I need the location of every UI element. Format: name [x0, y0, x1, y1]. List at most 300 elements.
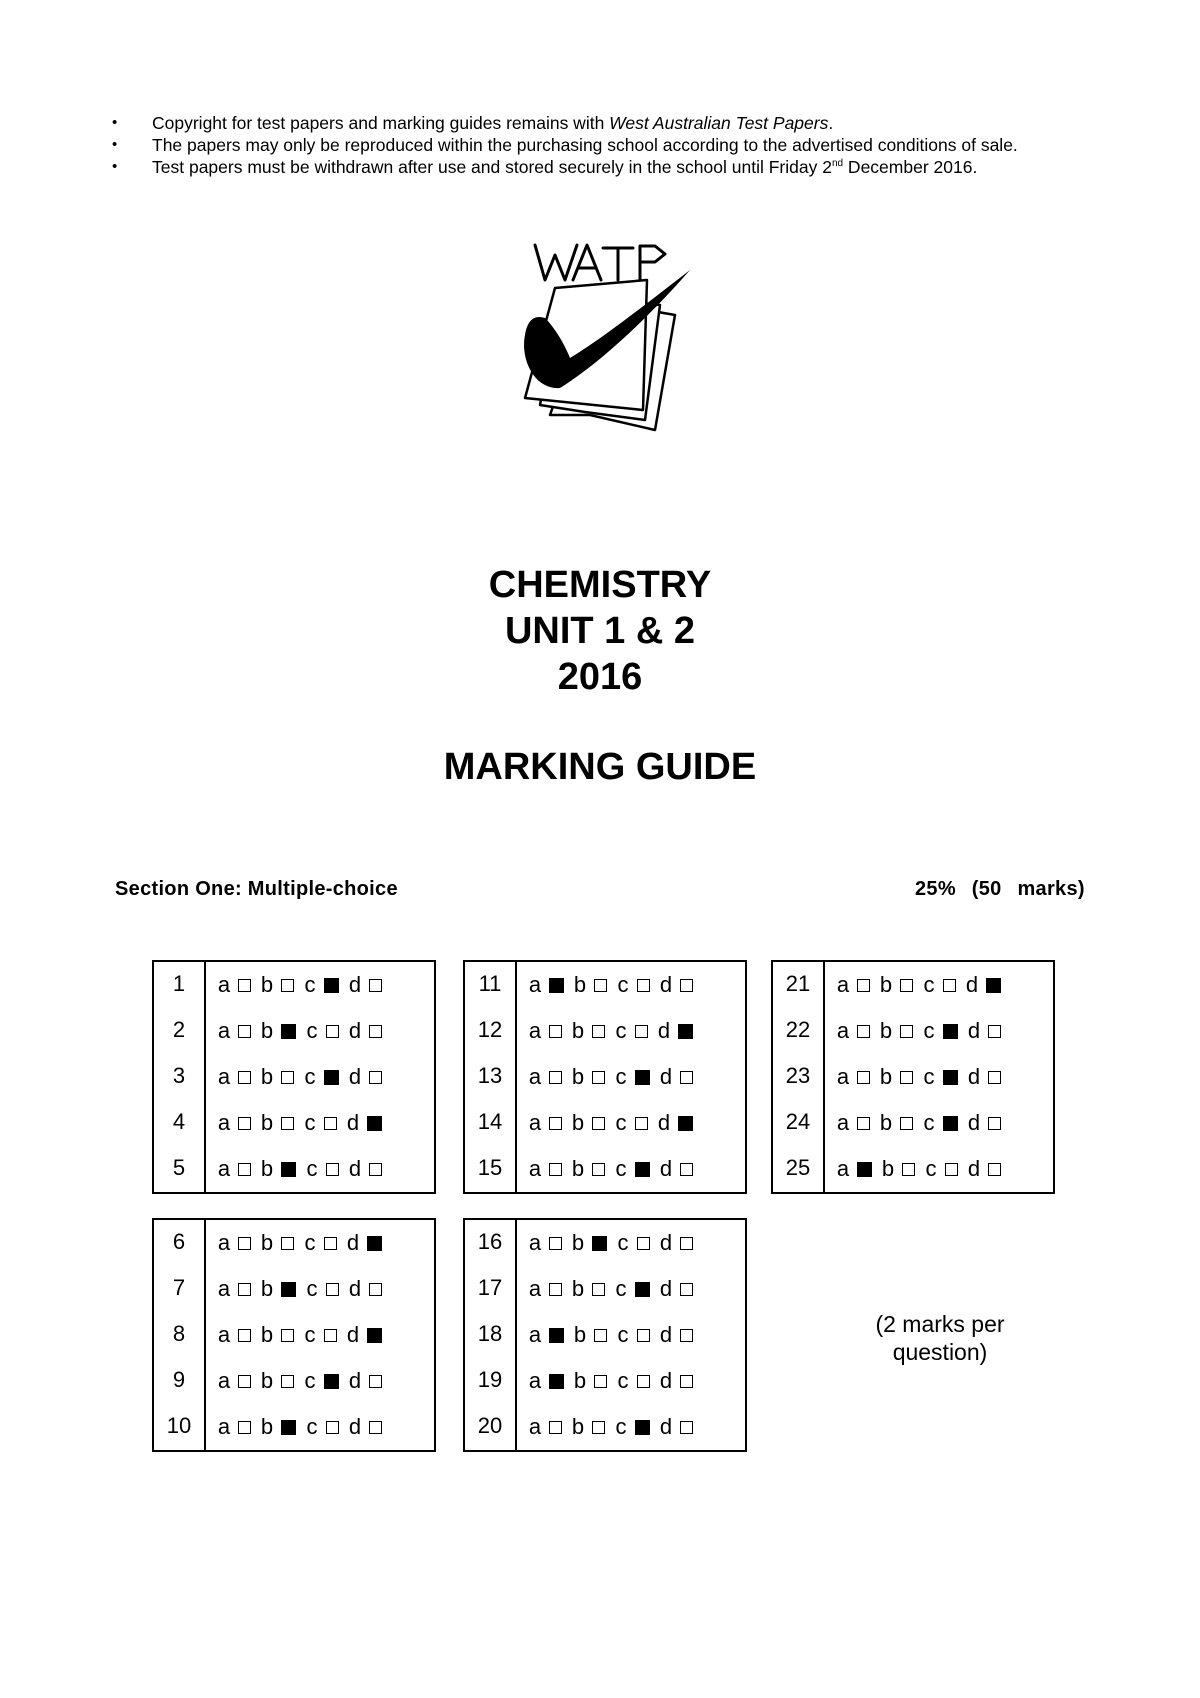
option-letter: a — [528, 972, 542, 997]
option-letter: d — [348, 1156, 362, 1181]
option-c — [302, 1368, 339, 1394]
empty-box-icon — [594, 979, 607, 992]
answer-block — [152, 960, 436, 1194]
option-letter: d — [657, 1110, 671, 1135]
option-b — [259, 1110, 294, 1136]
option-c — [921, 1018, 958, 1044]
answer-row — [835, 1054, 1053, 1100]
option-b — [572, 1322, 607, 1348]
option-a — [216, 1018, 251, 1044]
option-letter: c — [923, 972, 935, 997]
option-letter: b — [571, 1230, 585, 1255]
option-c — [304, 1156, 339, 1182]
option-letter: a — [217, 1322, 231, 1347]
option-letter: c — [306, 1018, 318, 1043]
option-letter: d — [348, 972, 362, 997]
question-number-column — [465, 1220, 517, 1450]
answer-row — [216, 1146, 434, 1192]
question-number: 12 — [477, 1017, 503, 1042]
empty-box-icon — [549, 1163, 562, 1176]
filled-box-icon — [549, 1328, 564, 1343]
option-b — [259, 1368, 294, 1394]
filled-box-icon — [367, 1236, 382, 1251]
question-number: 1 — [172, 971, 186, 996]
option-letter: b — [260, 1064, 274, 1089]
option-a — [216, 1276, 251, 1302]
option-letter: c — [617, 1322, 629, 1347]
answer-options-column — [517, 1220, 745, 1450]
option-a — [527, 1368, 564, 1394]
filled-box-icon — [943, 1116, 958, 1131]
option-letter: a — [528, 1230, 542, 1255]
question-number: 11 — [478, 971, 502, 996]
option-letter: b — [260, 1368, 274, 1393]
option-c — [304, 1018, 339, 1044]
filled-box-icon — [635, 1282, 650, 1297]
ordinal-suffix: nd — [831, 158, 844, 170]
option-c — [302, 1110, 337, 1136]
option-letter: d — [659, 1276, 673, 1301]
answer-row — [835, 1008, 1053, 1054]
option-letter: d — [659, 1156, 673, 1181]
option-b — [259, 1018, 296, 1044]
empty-box-icon — [637, 979, 650, 992]
option-letter: d — [965, 972, 979, 997]
question-number: 5 — [172, 1155, 186, 1180]
filled-box-icon — [678, 1116, 693, 1131]
empty-box-icon — [238, 1283, 251, 1296]
empty-box-icon — [680, 979, 693, 992]
option-d — [658, 1230, 693, 1256]
option-c — [921, 972, 956, 998]
question-number: 2 — [172, 1017, 186, 1042]
option-a — [216, 1230, 251, 1256]
question-number-column — [154, 1220, 206, 1450]
option-d — [347, 1064, 382, 1090]
answer-row — [216, 1312, 434, 1358]
option-c — [304, 1276, 339, 1302]
option-a — [216, 1156, 251, 1182]
answer-row — [527, 1146, 745, 1192]
filled-box-icon — [943, 1070, 958, 1085]
question-number: 18 — [477, 1321, 503, 1346]
option-d — [658, 1368, 693, 1394]
option-letter: c — [304, 1230, 316, 1255]
empty-box-icon — [549, 1071, 562, 1084]
empty-box-icon — [369, 1375, 382, 1388]
option-letter: c — [615, 1064, 627, 1089]
option-d — [658, 972, 693, 998]
filled-box-icon — [281, 1162, 296, 1177]
empty-box-icon — [594, 1329, 607, 1342]
empty-box-icon — [281, 1329, 294, 1342]
option-letter: c — [304, 1322, 316, 1347]
answer-row — [216, 1220, 434, 1266]
empty-box-icon — [369, 979, 382, 992]
question-number: 17 — [477, 1275, 503, 1300]
empty-box-icon — [369, 1071, 382, 1084]
empty-box-icon — [592, 1163, 605, 1176]
question-number: 10 — [166, 1413, 192, 1438]
option-d — [658, 1414, 693, 1440]
question-number-column — [465, 962, 517, 1192]
option-letter: b — [260, 1230, 274, 1255]
option-a — [527, 1018, 562, 1044]
empty-box-icon — [324, 1329, 337, 1342]
publisher-name: West Australian Test Papers — [609, 113, 829, 133]
watp-logo — [515, 240, 705, 450]
empty-box-icon — [857, 1071, 870, 1084]
option-letter: b — [260, 1018, 274, 1043]
empty-box-icon — [326, 1421, 339, 1434]
option-letter: d — [659, 972, 673, 997]
note-text: The papers may only be reproduced within the purchasing school according to the advertised conditions of sale. — [152, 135, 1018, 155]
unit-title: UNIT 1 & 2 — [504, 610, 696, 652]
guide-title: MARKING GUIDE — [443, 746, 757, 788]
option-letter: b — [879, 972, 893, 997]
option-letter: b — [573, 1368, 587, 1393]
option-letter: b — [881, 1156, 895, 1181]
option-letter: a — [836, 972, 850, 997]
empty-box-icon — [549, 1237, 562, 1250]
empty-box-icon — [238, 1025, 251, 1038]
empty-box-icon — [988, 1163, 1001, 1176]
answer-row — [527, 1266, 745, 1312]
empty-box-icon — [549, 1283, 562, 1296]
empty-box-icon — [900, 1025, 913, 1038]
filled-box-icon — [549, 1374, 564, 1389]
empty-box-icon — [857, 1117, 870, 1130]
filled-box-icon — [986, 978, 1001, 993]
note-text: December 2016. — [843, 157, 978, 177]
option-letter: c — [615, 1156, 627, 1181]
empty-box-icon — [549, 1421, 562, 1434]
empty-box-icon — [592, 1025, 605, 1038]
empty-box-icon — [324, 1237, 337, 1250]
empty-box-icon — [680, 1283, 693, 1296]
option-letter: a — [836, 1064, 850, 1089]
option-d — [966, 1110, 1001, 1136]
question-number: 15 — [477, 1155, 503, 1180]
option-d — [658, 1156, 693, 1182]
empty-box-icon — [635, 1117, 648, 1130]
option-b — [570, 1110, 605, 1136]
option-a — [835, 1064, 870, 1090]
option-c — [613, 1064, 650, 1090]
option-d — [966, 1064, 1001, 1090]
option-b — [572, 972, 607, 998]
answer-row — [835, 1146, 1053, 1192]
option-b — [259, 1322, 294, 1348]
question-number: 21 — [785, 971, 811, 996]
empty-box-icon — [594, 1375, 607, 1388]
answer-block — [152, 1218, 436, 1452]
conditions-list — [112, 112, 1018, 178]
option-letter: d — [346, 1230, 360, 1255]
section-heading: Section One: Multiple-choice — [115, 878, 398, 900]
option-letter: a — [217, 1368, 231, 1393]
option-letter: d — [657, 1018, 671, 1043]
option-letter: c — [615, 1414, 627, 1439]
empty-box-icon — [238, 1117, 251, 1130]
option-letter: c — [304, 972, 316, 997]
option-a — [216, 1414, 251, 1440]
question-number: 13 — [477, 1063, 503, 1088]
option-d — [656, 1018, 693, 1044]
answer-row — [527, 962, 745, 1008]
option-letter: b — [260, 1322, 274, 1347]
option-letter: c — [923, 1018, 935, 1043]
option-letter: c — [306, 1414, 318, 1439]
question-number: 23 — [785, 1063, 811, 1088]
question-number-column — [154, 962, 206, 1192]
marks-per-question-note: (2 marks per question) — [875, 1311, 1005, 1365]
option-a — [527, 1064, 562, 1090]
empty-box-icon — [988, 1025, 1001, 1038]
option-letter: d — [659, 1368, 673, 1393]
option-a — [216, 972, 251, 998]
empty-box-icon — [238, 1329, 251, 1342]
option-letter: c — [306, 1156, 318, 1181]
option-letter: d — [967, 1018, 981, 1043]
option-c — [615, 1322, 650, 1348]
option-d — [347, 1368, 382, 1394]
option-c — [304, 1414, 339, 1440]
empty-box-icon — [238, 979, 251, 992]
option-letter: d — [659, 1230, 673, 1255]
option-letter: b — [571, 1018, 585, 1043]
filled-box-icon — [635, 1070, 650, 1085]
question-number: 3 — [172, 1063, 186, 1088]
option-letter: a — [217, 1110, 231, 1135]
empty-box-icon — [549, 1025, 562, 1038]
option-c — [302, 1064, 339, 1090]
option-d — [964, 972, 1001, 998]
option-letter: a — [217, 1156, 231, 1181]
option-c — [302, 1230, 337, 1256]
question-number: 4 — [172, 1109, 186, 1134]
option-letter: d — [659, 1322, 673, 1347]
option-letter: d — [659, 1414, 673, 1439]
option-c — [921, 1110, 958, 1136]
empty-box-icon — [945, 1163, 958, 1176]
option-letter: a — [836, 1018, 850, 1043]
question-number: 22 — [785, 1017, 811, 1042]
option-a — [527, 1110, 562, 1136]
question-number: 9 — [172, 1367, 186, 1392]
answer-row — [216, 1358, 434, 1404]
filled-box-icon — [367, 1328, 382, 1343]
option-letter: b — [571, 1276, 585, 1301]
option-d — [347, 972, 382, 998]
option-c — [613, 1276, 650, 1302]
option-a — [216, 1064, 251, 1090]
option-letter: c — [304, 1368, 316, 1393]
option-b — [259, 972, 294, 998]
empty-box-icon — [902, 1163, 915, 1176]
question-number: 20 — [477, 1413, 503, 1438]
empty-box-icon — [238, 1237, 251, 1250]
option-c — [613, 1156, 650, 1182]
option-letter: a — [836, 1110, 850, 1135]
option-d — [966, 1156, 1001, 1182]
answer-row — [216, 1054, 434, 1100]
answer-row — [527, 1008, 745, 1054]
option-letter: a — [528, 1276, 542, 1301]
empty-box-icon — [857, 979, 870, 992]
option-b — [570, 1018, 605, 1044]
filled-box-icon — [635, 1420, 650, 1435]
option-a — [216, 1322, 251, 1348]
conditions-item — [112, 112, 1018, 134]
option-d — [347, 1414, 382, 1440]
option-c — [923, 1156, 958, 1182]
option-c — [615, 972, 650, 998]
empty-box-icon — [680, 1071, 693, 1084]
answer-row — [527, 1054, 745, 1100]
empty-box-icon — [943, 979, 956, 992]
question-number: 16 — [477, 1229, 503, 1254]
option-letter: b — [573, 1322, 587, 1347]
answer-block — [463, 960, 747, 1194]
option-letter: d — [967, 1156, 981, 1181]
option-letter: b — [260, 1156, 274, 1181]
option-b — [259, 1156, 296, 1182]
option-letter: a — [528, 1414, 542, 1439]
option-letter: c — [306, 1276, 318, 1301]
option-letter: c — [304, 1064, 316, 1089]
subject-title: CHEMISTRY — [488, 564, 712, 606]
option-letter: d — [346, 1322, 360, 1347]
question-number: 7 — [172, 1275, 186, 1300]
empty-box-icon — [680, 1375, 693, 1388]
answer-block — [463, 1218, 747, 1452]
option-letter: b — [571, 1156, 585, 1181]
option-letter: c — [923, 1064, 935, 1089]
option-letter: d — [346, 1110, 360, 1135]
empty-box-icon — [988, 1117, 1001, 1130]
filled-box-icon — [281, 1420, 296, 1435]
question-number: 25 — [785, 1155, 811, 1180]
empty-box-icon — [988, 1071, 1001, 1084]
option-c — [921, 1064, 958, 1090]
empty-box-icon — [549, 1117, 562, 1130]
filled-box-icon — [943, 1024, 958, 1039]
option-b — [259, 1276, 296, 1302]
answer-options-column — [206, 962, 434, 1192]
note-text: . — [828, 113, 834, 133]
option-d — [658, 1276, 693, 1302]
option-b — [878, 1018, 913, 1044]
option-letter: a — [217, 1414, 231, 1439]
option-letter: a — [217, 1230, 231, 1255]
option-b — [878, 1064, 913, 1090]
empty-box-icon — [680, 1163, 693, 1176]
option-b — [570, 1276, 605, 1302]
option-a — [216, 1368, 251, 1394]
empty-box-icon — [635, 1025, 648, 1038]
empty-box-icon — [369, 1163, 382, 1176]
year-title: 2016 — [557, 656, 643, 698]
answer-row — [835, 1100, 1053, 1146]
option-b — [570, 1064, 605, 1090]
option-b — [259, 1230, 294, 1256]
section-weight: 25% (50 marks) — [915, 878, 1085, 900]
filled-box-icon — [635, 1162, 650, 1177]
filled-box-icon — [592, 1236, 607, 1251]
empty-box-icon — [680, 1421, 693, 1434]
empty-box-icon — [369, 1421, 382, 1434]
empty-box-icon — [680, 1237, 693, 1250]
option-letter: b — [260, 1276, 274, 1301]
filled-box-icon — [281, 1024, 296, 1039]
option-c — [615, 1230, 650, 1256]
answer-row — [527, 1312, 745, 1358]
empty-box-icon — [637, 1375, 650, 1388]
note-text: Copyright for test papers and marking guides remains with — [152, 113, 610, 133]
option-d — [345, 1110, 382, 1136]
filled-box-icon — [367, 1116, 382, 1131]
option-letter: c — [617, 1368, 629, 1393]
option-letter: b — [571, 1414, 585, 1439]
option-letter: c — [617, 972, 629, 997]
conditions-item — [112, 156, 1018, 178]
note-text: Test papers must be withdrawn after use and stored securely in the school until Friday 2 — [152, 157, 832, 177]
empty-box-icon — [369, 1025, 382, 1038]
empty-box-icon — [326, 1283, 339, 1296]
option-letter: a — [528, 1156, 542, 1181]
option-letter: a — [836, 1156, 850, 1181]
option-letter: d — [967, 1064, 981, 1089]
option-c — [613, 1414, 650, 1440]
empty-box-icon — [900, 1071, 913, 1084]
answer-row — [527, 1100, 745, 1146]
option-d — [345, 1230, 382, 1256]
option-letter: a — [217, 972, 231, 997]
empty-box-icon — [238, 1163, 251, 1176]
option-letter: a — [528, 1018, 542, 1043]
filled-box-icon — [324, 1070, 339, 1085]
empty-box-icon — [592, 1283, 605, 1296]
empty-box-icon — [326, 1025, 339, 1038]
empty-box-icon — [326, 1163, 339, 1176]
option-letter: b — [260, 972, 274, 997]
conditions-item — [112, 134, 1018, 156]
answer-row — [216, 1100, 434, 1146]
option-a — [527, 1156, 562, 1182]
answer-block — [771, 960, 1055, 1194]
option-d — [658, 1322, 693, 1348]
question-number: 8 — [172, 1321, 186, 1346]
option-a — [216, 1110, 251, 1136]
option-c — [615, 1368, 650, 1394]
option-b — [878, 1110, 913, 1136]
option-c — [613, 1018, 648, 1044]
option-letter: b — [260, 1110, 274, 1135]
option-b — [572, 1368, 607, 1394]
option-a — [835, 972, 870, 998]
option-b — [570, 1414, 605, 1440]
option-letter: b — [260, 1414, 274, 1439]
question-number: 14 — [477, 1109, 503, 1134]
answer-options-column — [206, 1220, 434, 1450]
filled-box-icon — [549, 978, 564, 993]
option-d — [345, 1322, 382, 1348]
filled-box-icon — [281, 1282, 296, 1297]
empty-box-icon — [857, 1025, 870, 1038]
option-a — [835, 1018, 870, 1044]
answer-row — [216, 1404, 434, 1450]
